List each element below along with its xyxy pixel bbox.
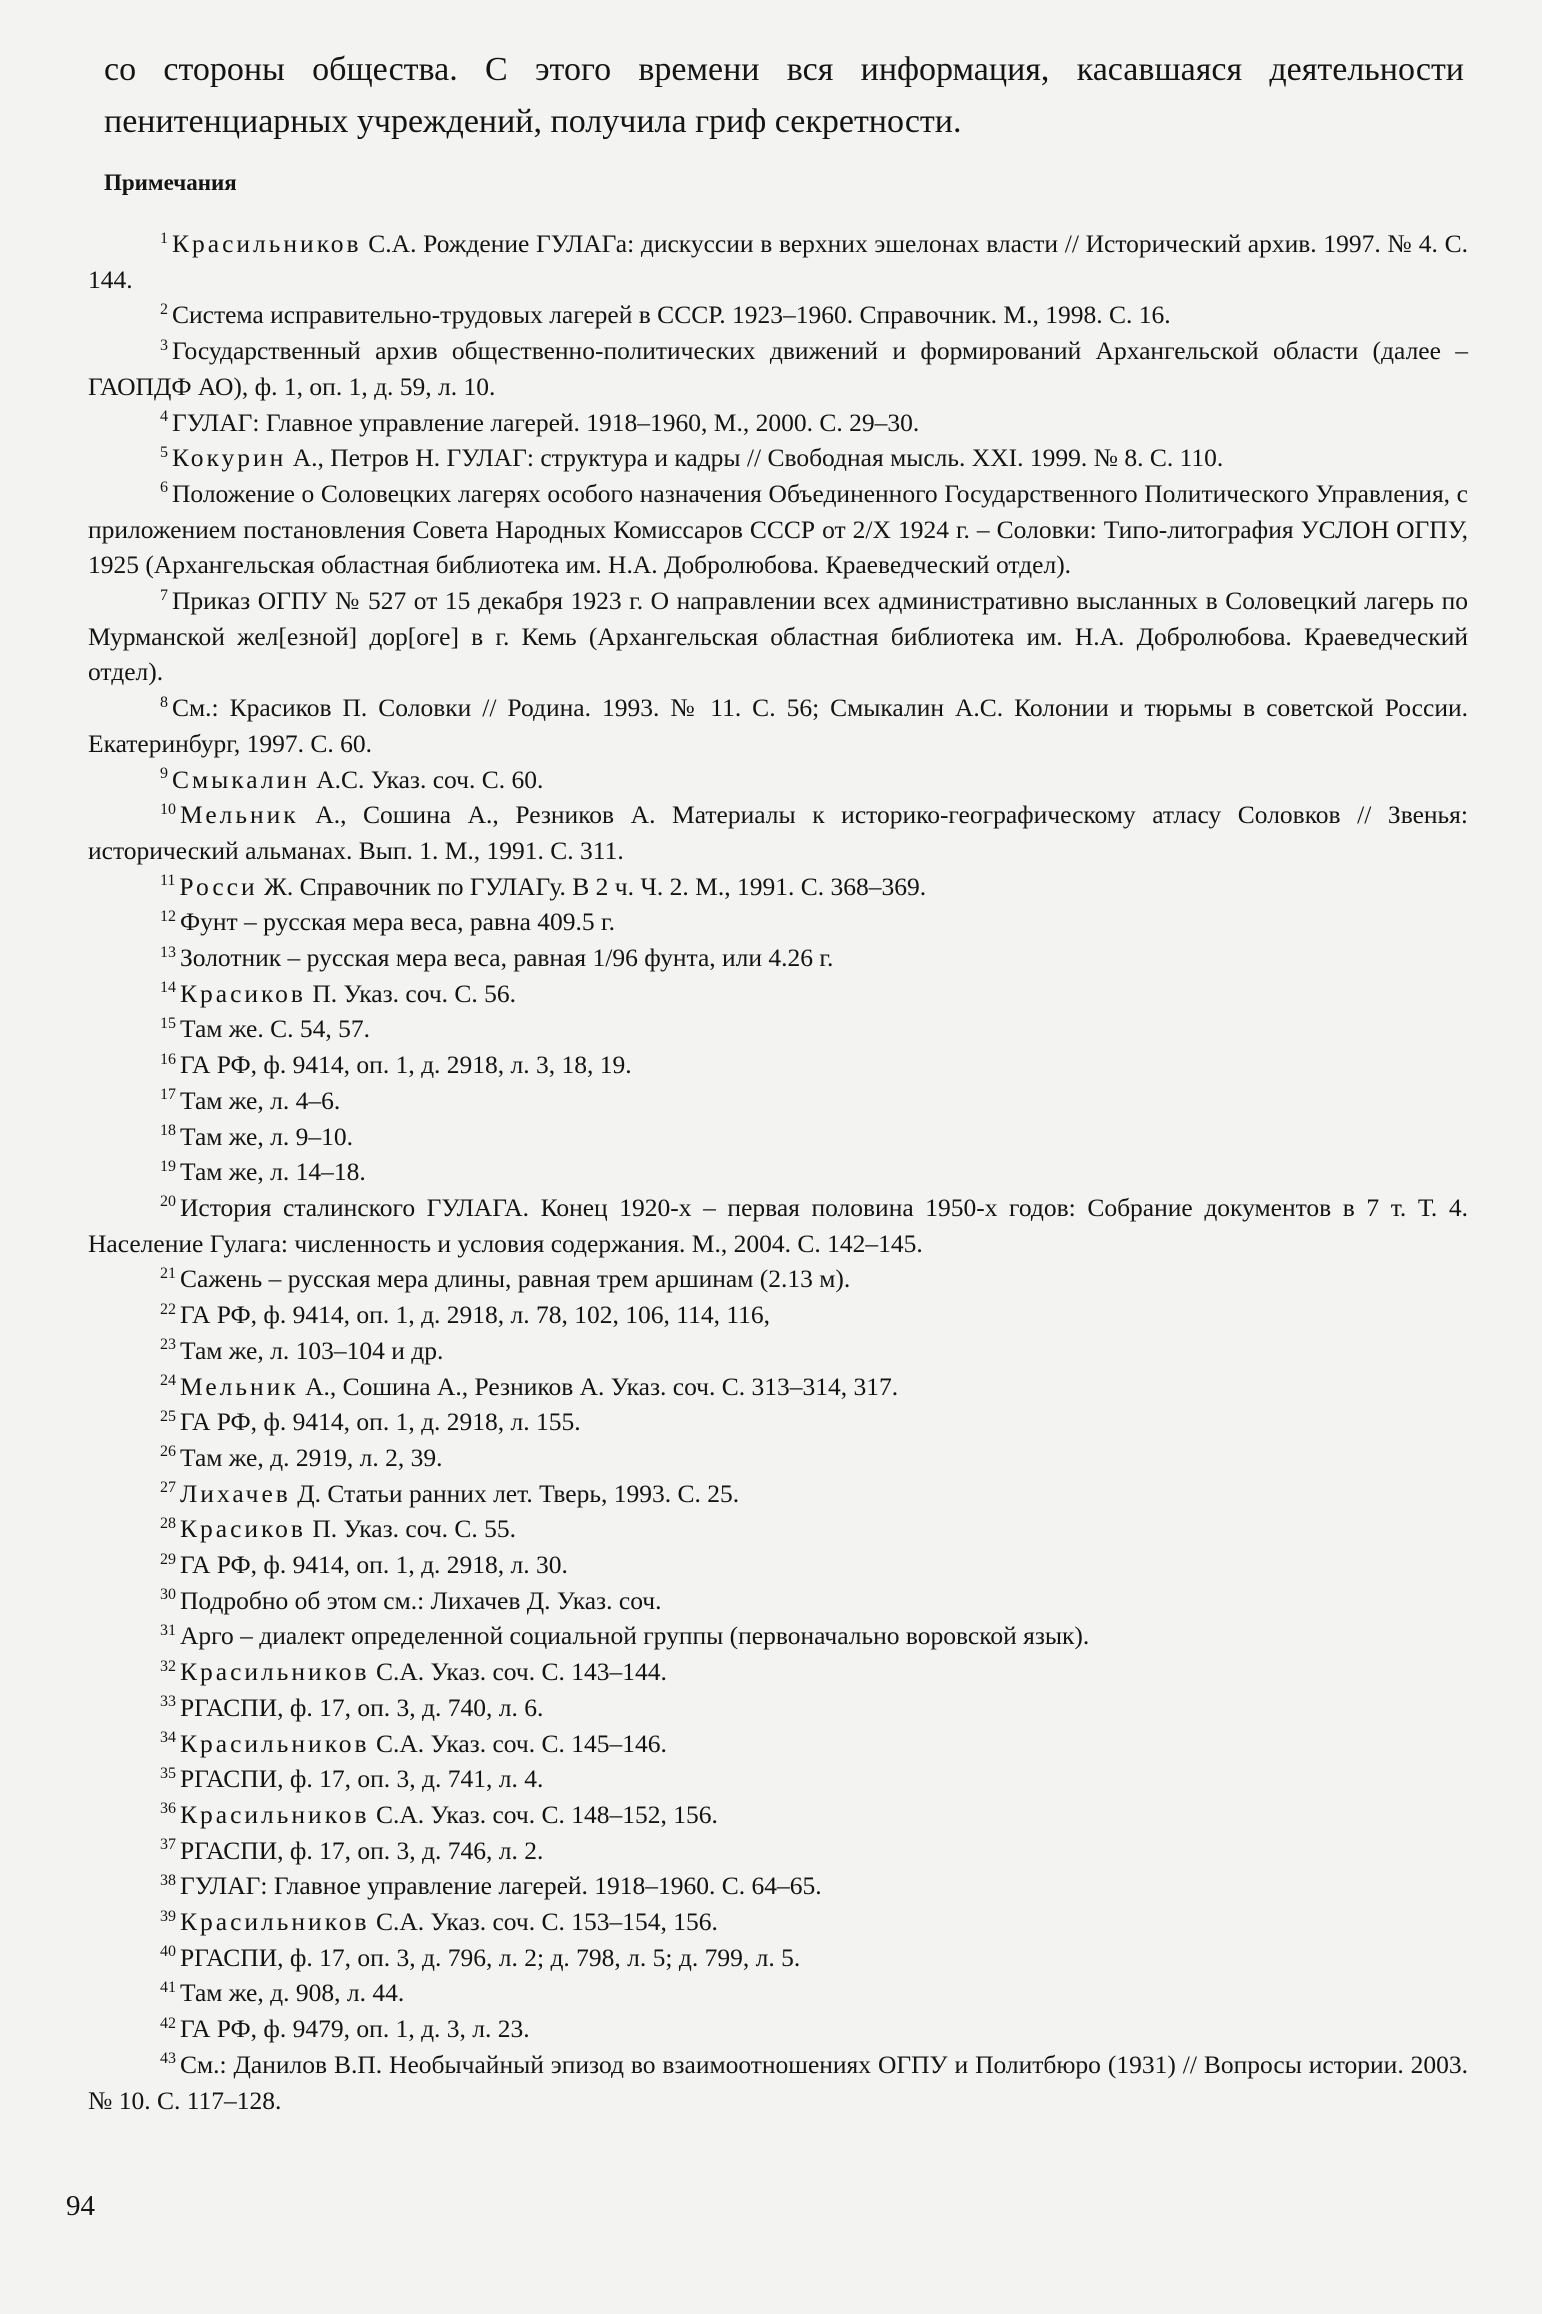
note-item — [88, 1797, 1468, 1833]
note-item — [88, 1904, 1468, 1940]
note-number: 3 — [160, 336, 168, 354]
note-text: А., Петров Н. ГУЛАГ: структура и кадры // Свободная мысль. XXI. 1999. № 8. С. 110. — [286, 443, 1224, 473]
note-item — [88, 1476, 1468, 1512]
note-author: Красильников — [180, 1728, 370, 1758]
note-item — [88, 690, 1468, 761]
note-item — [88, 476, 1468, 583]
note-author: Красильников — [180, 1657, 370, 1687]
note-number: 14 — [160, 979, 176, 997]
note-number: 2 — [160, 300, 168, 318]
note-author: Красильников — [172, 229, 362, 258]
note-text: ГА РФ, ф. 9414, оп. 1, д. 2918, л. 3, 18, 19. — [180, 1050, 632, 1080]
note-number: 10 — [160, 800, 176, 818]
note-item — [88, 333, 1468, 404]
note-text: С.А. Указ. соч. С. 148–152, 156. — [369, 1799, 718, 1829]
note-author: Красиков — [180, 1514, 306, 1544]
note-item — [88, 1154, 1468, 1190]
intro-paragraph: со стороны общества. С этого времени вся информация, касавшаяся деятельности пенитенциарных учреждений, получила гриф секретности. — [104, 51, 1464, 140]
note-number: 18 — [160, 1122, 176, 1140]
note-item — [88, 1868, 1468, 1904]
note-text: С.А. Рождение ГУЛАГа: дискуссии в верхних эшелонах власти // Исторический архив. 1997. № 4. С. 144. — [88, 229, 1468, 294]
notes-heading: Примечания — [104, 170, 237, 195]
note-author: Росси — [179, 871, 258, 901]
note-item — [88, 797, 1468, 868]
note-item — [88, 1011, 1468, 1047]
note-number: 24 — [160, 1372, 176, 1389]
note-number: 6 — [160, 479, 168, 497]
note-text: Там же, л. 103–104 и др. — [180, 1335, 444, 1365]
note-item — [88, 1583, 1468, 1619]
note-number: 36 — [160, 1800, 176, 1818]
note-item — [88, 976, 1468, 1012]
note-number: 31 — [160, 1621, 176, 1639]
note-text: РГАСПИ, ф. 17, оп. 3, д. 740, л. 6. — [180, 1692, 544, 1722]
note-text: А.С. Указ. соч. С. 60. — [309, 764, 544, 794]
note-number: 26 — [160, 1443, 176, 1461]
note-text: Там же, л. 4–6. — [180, 1085, 341, 1115]
note-text: П. Указ. соч. С. 55. — [305, 1514, 517, 1544]
note-author: Красильников — [180, 1799, 370, 1829]
note-author: Кокурин — [172, 443, 287, 473]
note-item — [88, 940, 1468, 976]
note-author: Смыкалин — [172, 764, 310, 794]
note-number: 13 — [160, 943, 176, 961]
note-text: Золотник – русская мера веса, равная 1/96 фунта, или 4.26 г. — [180, 943, 834, 973]
note-author: Красиков — [180, 978, 306, 1008]
note-item — [88, 1261, 1468, 1297]
note-number: 23 — [160, 1336, 176, 1354]
note-text: ГУЛАГ: Главное управление лагерей. 1918–1960. С. 64–65. — [180, 1871, 822, 1901]
note-text: Подробно об этом см.: Лихачев Д. Указ. соч. — [180, 1585, 662, 1615]
note-number: 34 — [160, 1729, 176, 1747]
note-text: П. Указ. соч. С. 56. — [305, 978, 517, 1008]
note-item — [88, 1511, 1468, 1547]
note-text: Фунт – русская мера веса, равна 409.5 г. — [180, 907, 616, 937]
note-text: Ж. Справочник по ГУЛАГу. В 2 ч. Ч. 2. М., 1991. С. 368–369. — [257, 871, 927, 901]
note-item — [88, 297, 1468, 333]
note-item — [88, 1833, 1468, 1869]
note-text: История сталинского ГУЛАГА. Конец 1920-х – первая половина 1950-х годов: Собрание документов в 7 т. Т. 4. Население Гулага: численность и условия содержания. М., 2004. С. 142–145. — [88, 1192, 1468, 1258]
note-author: Мельник — [180, 800, 299, 830]
note-item — [88, 1297, 1468, 1333]
note-number: 8 — [160, 693, 168, 711]
note-text: РГАСПИ, ф. 17, оп. 3, д. 746, л. 2. — [180, 1835, 544, 1865]
note-text: Государственный архив общественно-политических движений и формирований Архангельской области (далее – ГАОПДФ АО), ф. 1, оп. 1, д. 59, л. 10. — [88, 336, 1468, 401]
note-number: 38 — [160, 1871, 176, 1889]
note-number: 1 — [160, 229, 168, 247]
note-text: Арго – диалект определенной социальной группы (первоначально воровской язык). — [180, 1621, 1090, 1651]
note-item — [88, 1547, 1468, 1583]
note-item — [88, 1618, 1468, 1654]
note-number: 17 — [160, 1086, 176, 1104]
note-text: См.: Данилов В.П. Необычайный эпизод во взаимоотношениях ОГПУ и Политбюро (1931) // Вопросы истории. 2003. № 10. С. 117–128. — [88, 2049, 1468, 2115]
note-item — [88, 1726, 1468, 1762]
note-text: Там же. С. 54, 57. — [180, 1014, 371, 1044]
note-author: Лихачев — [180, 1478, 291, 1508]
note-text: ГА РФ, ф. 9414, оп. 1, д. 2918, л. 155. — [180, 1407, 581, 1437]
note-author: Красильников — [180, 1907, 370, 1937]
note-text: ГА РФ, ф. 9414, оп. 1, д. 2918, л. 30. — [180, 1550, 568, 1580]
note-text: ГА РФ, ф. 9414, оп. 1, д. 2918, л. 78, 102, 106, 114, 116, — [180, 1300, 770, 1330]
note-number: 21 — [160, 1264, 176, 1282]
note-item — [88, 405, 1468, 441]
note-text: А., Сошина А., Резников А. Указ. соч. С. 313–314, 317. — [298, 1371, 899, 1401]
note-item — [88, 2011, 1468, 2047]
note-author: Мельник — [180, 1371, 299, 1401]
note-text: С.А. Указ. соч. С. 153–154, 156. — [369, 1907, 718, 1937]
note-item — [88, 1690, 1468, 1726]
note-number: 12 — [160, 907, 176, 925]
note-item — [88, 226, 1468, 297]
note-number: 27 — [160, 1479, 176, 1497]
note-number: 41 — [160, 1978, 176, 1996]
note-number: 22 — [160, 1300, 176, 1318]
note-number: 9 — [160, 765, 168, 783]
note-item — [88, 583, 1468, 690]
page-number: 94 — [66, 2190, 95, 2222]
note-text: С.А. Указ. соч. С. 145–146. — [369, 1728, 667, 1758]
note-item — [88, 1940, 1468, 1976]
note-number: 35 — [160, 1764, 176, 1782]
note-item — [88, 1119, 1468, 1155]
note-number: 11 — [160, 872, 176, 890]
note-number: 33 — [160, 1693, 176, 1711]
note-item — [88, 1440, 1468, 1476]
note-item — [88, 1047, 1468, 1083]
note-text: РГАСПИ, ф. 17, оп. 3, д. 796, л. 2; д. 798, л. 5; д. 799, л. 5. — [180, 1942, 801, 1972]
note-number: 20 — [160, 1193, 176, 1211]
note-text: Положение о Соловецких лагерях особого назначения Объединенного Государственного Политического Управления, с приложением постановления Совета Народных Комиссаров СССР от 2/X 1924 г. – Соловки: Типо-литография УСЛОН ОГПУ, 1925 (Архангельская областная библиотека им. Н.А. Добролюбова. Краеведческий отдел). — [88, 478, 1468, 580]
note-item — [88, 1190, 1468, 1261]
note-number: 5 — [160, 443, 168, 461]
note-text: Там же, д. 908, л. 44. — [180, 1978, 405, 2008]
note-number: 32 — [160, 1657, 176, 1675]
note-item — [88, 1975, 1468, 2011]
note-number: 7 — [160, 586, 168, 604]
note-item — [88, 904, 1468, 940]
note-item — [88, 1083, 1468, 1119]
note-number: 28 — [160, 1514, 176, 1532]
note-text: Система исправительно-трудовых лагерей в СССР. 1923–1960. Справочник. М., 1998. С. 16. — [172, 300, 1171, 330]
note-number: 37 — [160, 1836, 176, 1854]
note-number: 25 — [160, 1407, 176, 1425]
note-number: 40 — [160, 1943, 176, 1961]
note-text: Там же, л. 9–10. — [180, 1121, 353, 1151]
note-item — [88, 1369, 1468, 1405]
notes-list — [88, 226, 1468, 2118]
note-number: 4 — [160, 408, 168, 426]
note-text: А., Сошина А., Резников А. Материалы к историко-географическому атласу Соловков // Звенья: исторический альманах. Вып. 1. М., 1991. С. 311. — [88, 800, 1468, 865]
note-item — [88, 440, 1468, 476]
note-number: 16 — [160, 1050, 176, 1068]
note-number: 15 — [160, 1014, 176, 1032]
note-number: 30 — [160, 1586, 176, 1604]
note-item — [88, 2047, 1468, 2118]
note-text: Приказ ОГПУ № 527 от 15 декабря 1923 г. О направлении всех административно высланных в Соловецкий лагерь по Мурманской жел[езной] дор[оге] в г. Кемь (Архангельская областная библиотека им. Н.А. Добролюбова. Краеведческий отдел). — [88, 586, 1468, 687]
note-text: См.: Красиков П. Соловки // Родина. 1993. № 11. С. 56; Смыкалин А.С. Колонии и тюрьмы в советской России. Екатеринбург, 1997. С. 60. — [88, 693, 1468, 758]
note-text: РГАСПИ, ф. 17, оп. 3, д. 741, л. 4. — [180, 1764, 544, 1794]
note-item — [88, 1761, 1468, 1797]
note-number: 43 — [160, 2050, 176, 2068]
note-text: Там же, д. 2919, л. 2, 39. — [180, 1442, 443, 1472]
note-number: 42 — [160, 2014, 176, 2032]
note-number: 19 — [160, 1157, 176, 1175]
note-number: 29 — [160, 1550, 176, 1568]
note-text: Сажень – русская мера длины, равная трем аршинам (2.13 м). — [180, 1264, 851, 1294]
note-text: Д. Статьи ранних лет. Тверь, 1993. С. 25. — [290, 1478, 740, 1508]
note-item — [88, 762, 1468, 798]
note-item — [88, 869, 1468, 905]
note-item — [88, 1654, 1468, 1690]
note-text: ГА РФ, ф. 9479, оп. 1, д. 3, л. 23. — [180, 2014, 530, 2044]
note-item — [88, 1404, 1468, 1440]
note-text: С.А. Указ. соч. С. 143–144. — [369, 1657, 667, 1687]
note-text: ГУЛАГ: Главное управление лагерей. 1918–1960, М., 2000. С. 29–30. — [172, 407, 920, 437]
note-item — [88, 1333, 1468, 1369]
note-number: 39 — [160, 1907, 176, 1925]
note-text: Там же, л. 14–18. — [180, 1157, 366, 1187]
